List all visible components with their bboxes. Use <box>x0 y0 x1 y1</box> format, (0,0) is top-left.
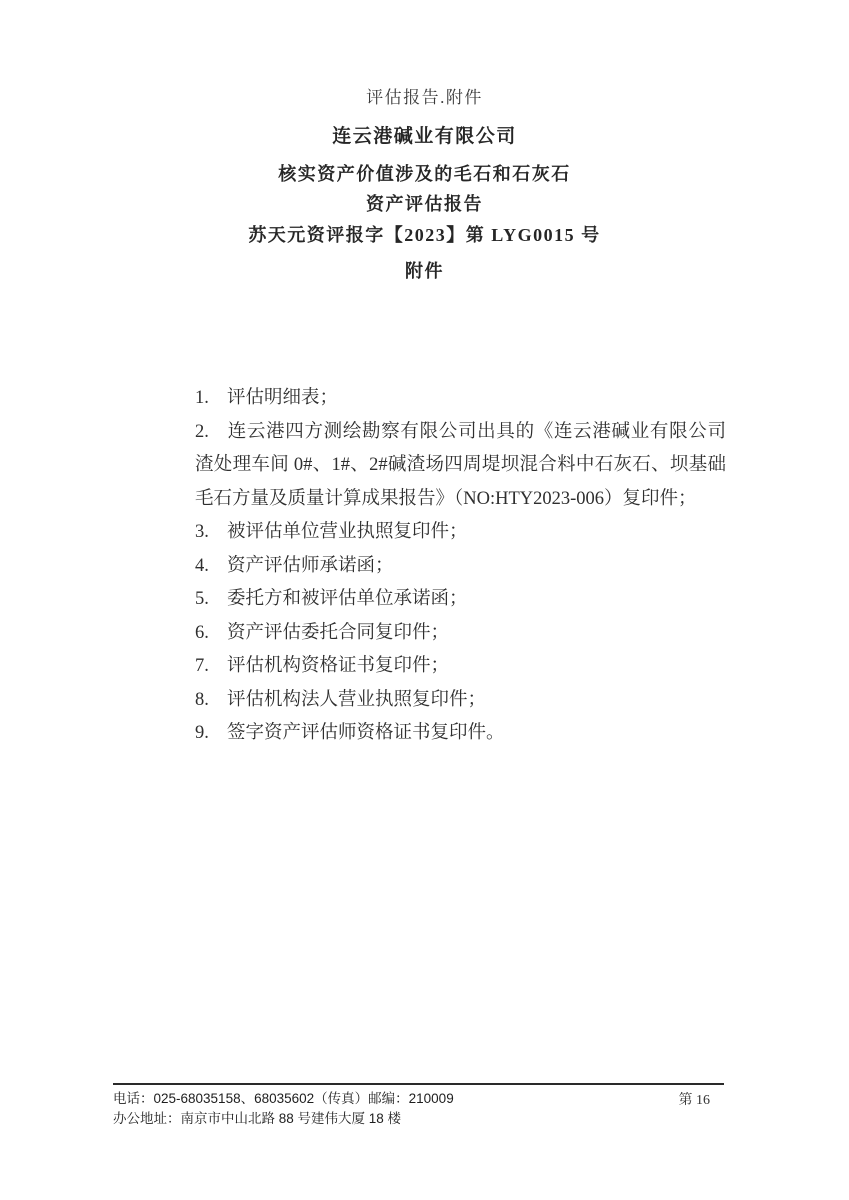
list-item-text: 评估机构资格证书复印件； <box>227 656 450 676</box>
list-item <box>195 516 726 550</box>
list-item-text: 评估明细表； <box>227 388 339 408</box>
footer-address-line: 办公地址：南京市中山北路 88 号建伟大厦 18 楼 <box>113 1111 402 1126</box>
list-item <box>195 416 726 517</box>
list-item-number: 1. <box>195 388 209 408</box>
list-item-number: 5. <box>195 589 209 609</box>
list-item <box>195 617 726 651</box>
footer-contact-block <box>113 1089 454 1129</box>
list-item <box>195 684 726 718</box>
list-item-text: 资产评估委托合同复印件； <box>227 622 450 643</box>
page-footer <box>113 1083 724 1129</box>
list-item-text: 被评估单位营业执照复印件； <box>227 522 468 542</box>
list-item-number: 8. <box>195 689 209 710</box>
list-item <box>195 382 726 416</box>
list-item-number: 6. <box>195 622 209 643</box>
list-item-text: 连云港四方测绘勘察有限公司出具的《连云港碱业有限公司渣处理车间 0#、1#、2#碱渣场四周堤坝混合料中石灰石、坝基础毛石方量及质量计算成果报告》（NO:HTY2023-006）复印件； <box>195 421 726 509</box>
attachment-section-title: 附件 <box>405 261 444 281</box>
list-item-text: 委托方和被评估单位承诺函； <box>227 589 468 609</box>
list-item-number: 3. <box>195 522 209 542</box>
attachment-list <box>195 382 726 751</box>
list-item <box>195 550 726 584</box>
list-item <box>195 650 726 684</box>
list-item-text: 签字资产评估师资格证书复印件。 <box>227 723 505 743</box>
footer-phone-line: 电话：025-68035158、68035602（传真）邮编：210009 <box>113 1091 454 1106</box>
list-item-number: 7. <box>195 656 209 676</box>
report-type-title: 资产评估报告 <box>366 194 483 214</box>
company-name-title: 连云港碱业有限公司 <box>332 126 517 147</box>
list-item-number: 2. <box>195 421 209 442</box>
list-item <box>195 583 726 617</box>
report-subject-title: 核实资产价值涉及的毛石和石灰石 <box>278 164 571 184</box>
list-item-text: 评估机构法人营业执照复印件； <box>227 689 487 710</box>
page-header-title: 评估报告.附件 <box>366 88 483 107</box>
list-item-number: 9. <box>195 723 209 743</box>
list-item <box>195 717 726 751</box>
list-item-number: 4. <box>195 555 209 576</box>
report-number-title: 苏天元资评报字【2023】第 LYG0015 号 <box>248 225 601 245</box>
page-number: 第 16 <box>678 1093 710 1108</box>
list-item-text: 资产评估师承诺函； <box>227 555 394 576</box>
